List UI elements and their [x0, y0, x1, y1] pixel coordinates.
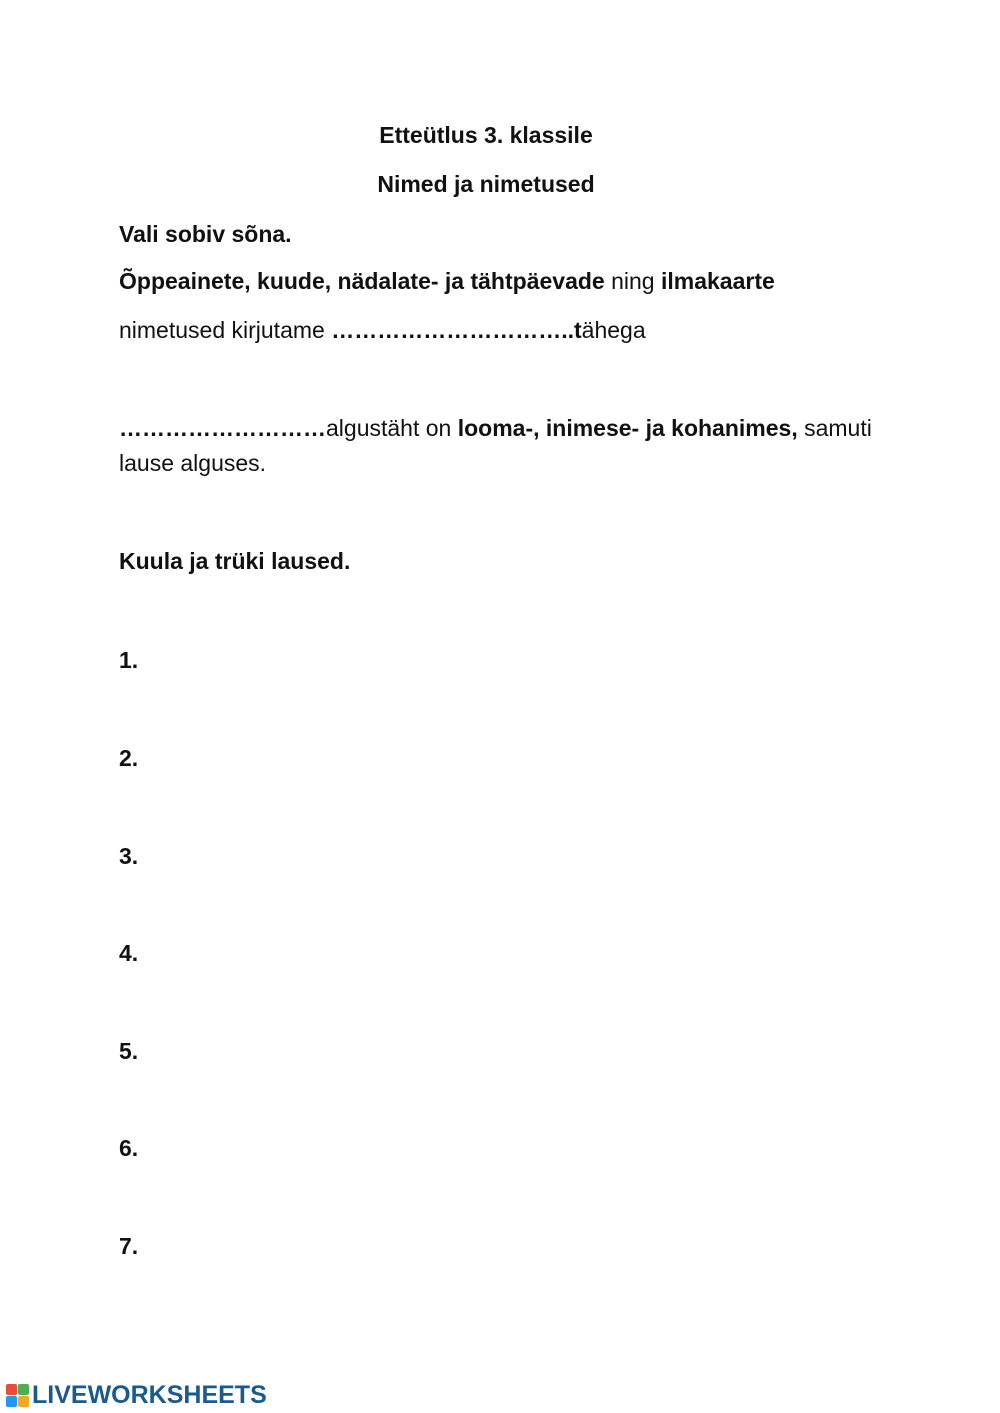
sentence-1-ending: ähega — [581, 317, 646, 343]
logo-block — [18, 1384, 29, 1395]
logo-block — [6, 1396, 17, 1407]
sentence-2-text: algustäht on — [326, 415, 458, 441]
answer-number-4: 4. — [119, 940, 139, 966]
sentence-1-line-2 — [119, 313, 879, 348]
answer-number-1: 1. — [119, 647, 139, 673]
liveworksheets-logo — [6, 1381, 267, 1409]
logo-text: LIVEWORKSHEETS — [32, 1380, 267, 1409]
answer-number-6: 6. — [119, 1135, 139, 1161]
page-subtitle: Nimed ja nimetused — [377, 171, 595, 197]
instruction-choose-word: Vali sobiv sõna. — [119, 221, 292, 247]
answer-number-2: 2. — [119, 745, 139, 771]
blank-field-2[interactable]: ……………………… — [119, 415, 326, 441]
blank-field-1[interactable]: …………………………..t — [331, 317, 582, 343]
sentence-2 — [119, 411, 879, 481]
logo-block — [6, 1384, 17, 1395]
logo-block — [18, 1396, 29, 1407]
sentence-1-text: nimetused kirjutame — [119, 317, 332, 343]
sentence-1-bold-directions: ilmakaarte — [660, 268, 775, 294]
answer-number-3: 3. — [119, 843, 139, 869]
instruction-listen-type: Kuula ja trüki laused. — [119, 548, 351, 574]
sentence-1-bold-subjects: Õppeainete, kuude, nädalate- ja tähtpäevade — [119, 268, 605, 294]
page-title: Etteütlus 3. klassile — [379, 122, 593, 148]
logo-blocks-icon — [6, 1384, 29, 1407]
answer-number-7: 7. — [119, 1233, 139, 1259]
answer-number-5: 5. — [119, 1038, 139, 1064]
sentence-2-bold-names: looma-, inimese- ja kohanimes, — [457, 415, 798, 441]
sentence-1-line-1 — [119, 264, 879, 299]
sentence-1-connector: ning — [604, 268, 661, 294]
sentence-2-ending: samuti lause alguses. — [119, 415, 872, 476]
